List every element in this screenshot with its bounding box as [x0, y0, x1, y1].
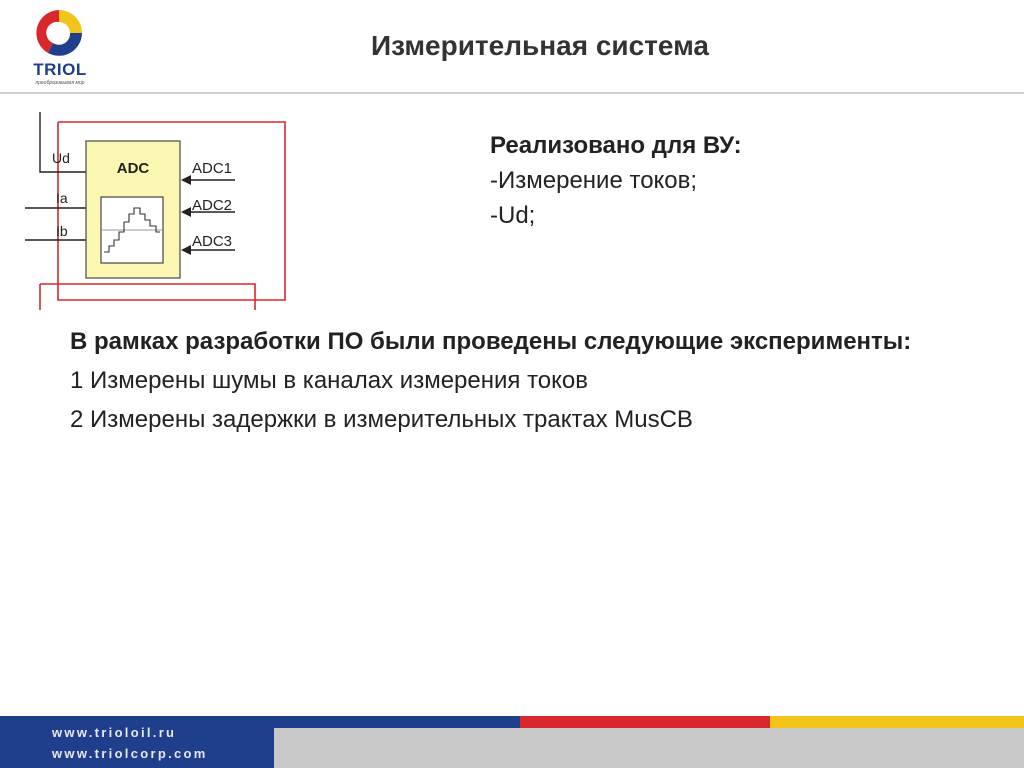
- experiments-lead: В рамках разработки ПО были проведены следующие эксперименты:: [70, 328, 912, 355]
- experiment-line: 1 Измерены шумы в каналах измерения токов: [70, 367, 589, 394]
- page-title: Измерительная система: [370, 30, 710, 61]
- footer-link-trioloil[interactable]: www.trioloil.ru: [52, 725, 177, 740]
- footer-stripe-red: [520, 716, 770, 728]
- footer-link-triolcorp[interactable]: www.triolcorp.com: [52, 746, 208, 761]
- implemented-item: -Ud;: [490, 202, 536, 229]
- input-label-ud: Ud: [52, 150, 70, 166]
- logo-tagline: преобразовывая мир: [35, 80, 85, 86]
- implemented-heading: Реализовано для ВУ:: [490, 132, 742, 159]
- implemented-block: [490, 128, 742, 233]
- implemented-item: -Измерение токов;: [490, 167, 698, 194]
- experiments-block: [70, 322, 990, 439]
- input-label-ia: Ia: [56, 190, 68, 206]
- footer-links: [52, 722, 208, 764]
- experiment-line: 2 Измерены задержки в измерительных трактах MusCB: [70, 406, 693, 433]
- footer-grey-panel: [274, 728, 1024, 768]
- arrowhead-adc1-icon: [181, 175, 191, 185]
- channel-label-adc2: ADC2: [192, 197, 233, 214]
- channel-label-adc3: ADC3: [192, 233, 233, 250]
- footer-stripe-yellow: [770, 716, 1024, 728]
- adc-diagram: [0, 100, 300, 315]
- title-divider: [0, 92, 1024, 94]
- input-label-ib: Ib: [56, 223, 68, 239]
- adc-label: ADC: [116, 160, 150, 177]
- red-frame-lower: [40, 284, 255, 310]
- channel-label-adc1: ADC1: [192, 160, 233, 177]
- arrowhead-adc2-icon: [181, 207, 191, 217]
- arrowhead-adc3-icon: [181, 245, 191, 255]
- logo-wordmark: TRIOL: [33, 60, 87, 79]
